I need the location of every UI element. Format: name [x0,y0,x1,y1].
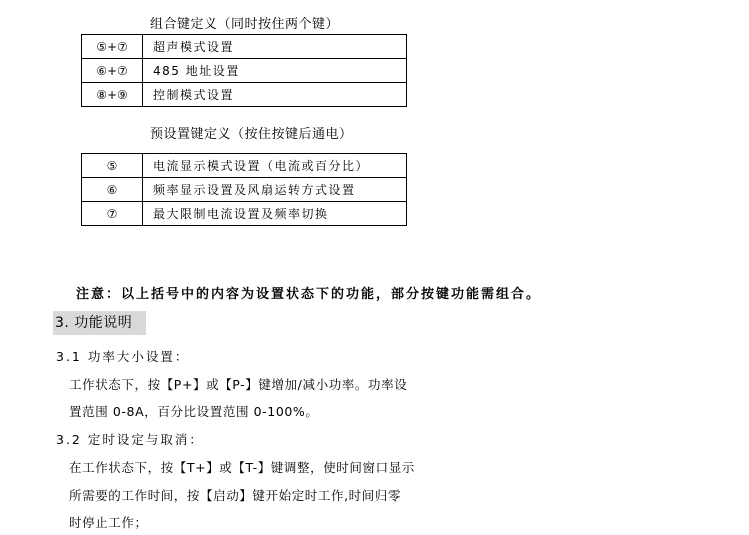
table-row [82,83,407,107]
subsection-heading-power: 3.1 功率大小设置： [56,349,190,364]
paragraph-line: 工作状态下，按【P+】或【P-】键增加/减小功率。功率设 [69,377,408,392]
paragraph-line: 时停止工作； [69,515,148,530]
desc-cell: 超声模式设置 [143,35,407,59]
section-heading: 3. 功能说明 [53,311,146,335]
key-cell: ⑤+⑦ [82,35,143,59]
key-cell: ⑧+⑨ [82,83,143,107]
paragraph-line: 所需要的工作时间，按【启动】键开始定时工作,时间归零 [69,488,402,503]
subsection-heading-timer: 3.2 定时设定与取消： [56,432,204,447]
table-row [82,59,407,83]
preset-key-caption: 预设置键定义（按住按键后通电） [150,127,353,142]
desc-cell: 电流显示模式设置（电流或百分比） [143,154,407,178]
preset-key-table [81,153,407,226]
table-row [82,178,407,202]
note-text: 注意：以上括号中的内容为设置状态下的功能，部分按键功能需组合。 [76,287,542,302]
paragraph-line: 在工作状态下，按【T+】或【T-】键调整，使时间窗口显示 [69,460,415,475]
desc-cell: 频率显示设置及风扇运转方式设置 [143,178,407,202]
key-cell: ⑥ [82,178,143,202]
table-row [82,35,407,59]
paragraph-line: 置范围 0-8A，百分比设置范围 0-100%。 [69,404,319,419]
combo-key-table [81,34,407,107]
key-cell: ⑥+⑦ [82,59,143,83]
table-row [82,202,407,226]
desc-cell: 控制模式设置 [143,83,407,107]
key-cell: ⑦ [82,202,143,226]
desc-cell: 最大限制电流设置及频率切换 [143,202,407,226]
table-row [82,154,407,178]
combo-key-caption: 组合键定义（同时按住两个键） [150,17,340,32]
desc-cell: 485 地址设置 [143,59,407,83]
key-cell: ⑤ [82,154,143,178]
